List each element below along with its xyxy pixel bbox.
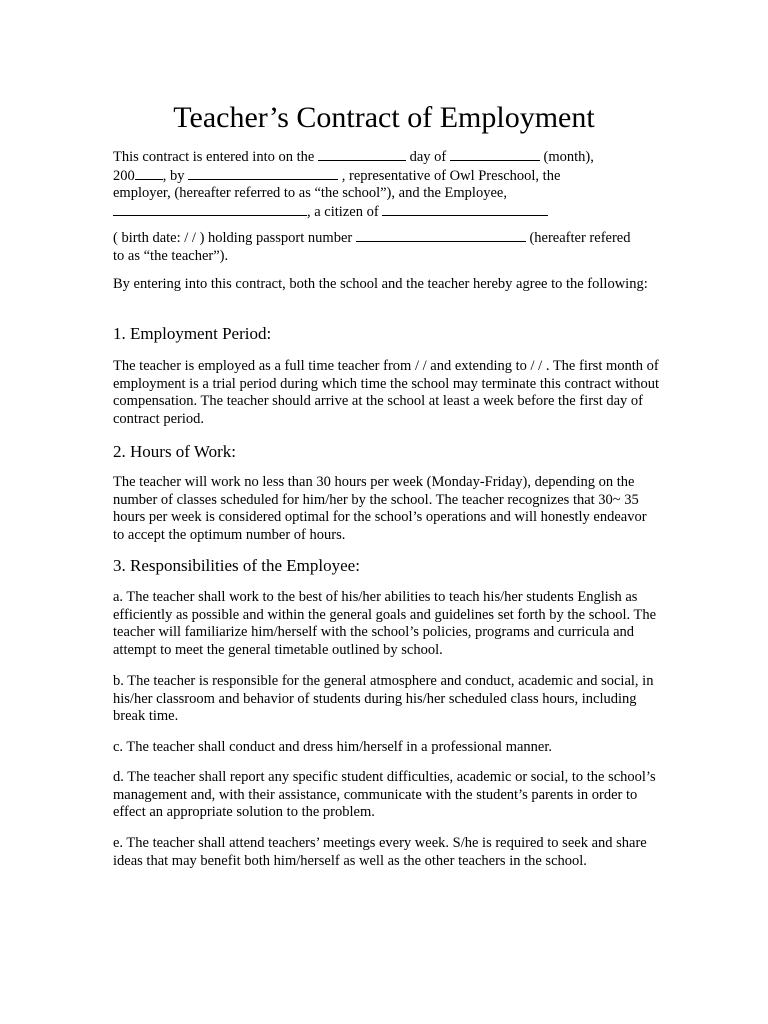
responsibility-item-e: e. The teacher shall attend teachers’ meetings every week. S/he is required to seek and share ideas that may benefit both him/herself as well as the other teachers in the school. (113, 835, 647, 869)
intro-text: employer, (hereafter referred to as “the school”), and the Employee, (113, 185, 507, 201)
section-heading-responsibilities: 3. Responsibilities of the Employee: (113, 556, 360, 575)
citizenship-blank (382, 203, 548, 216)
intro-text: This contract is entered into on the (113, 149, 318, 165)
section-heading-hours-of-work: 2. Hours of Work: (113, 442, 236, 461)
responsibility-item-d: d. The teacher shall report any specific student difficulties, academic or social, to the school’s management and, with their assistance, communicate with the student’s parents in order to effect an appropriate solution to the problem. (113, 769, 656, 820)
section-heading-employment-period: 1. Employment Period: (113, 324, 272, 343)
document-title: Teacher’s Contract of Employment (173, 101, 595, 134)
intro-text: , by (162, 167, 189, 184)
intro-text: ( birth date: / / ) holding passport number (113, 230, 356, 246)
employee-name-blank (113, 203, 307, 216)
intro-text: (hereafter refered (525, 230, 631, 246)
representative-blank (188, 167, 338, 180)
section-body-employment-period: The teacher is employed as a full time teacher from / / and extending to / / . The first month of employment is a trial period during which time the school may terminate this contract without compensation. The teacher should arrive at the school at least a week before the first day of contract period. (113, 358, 660, 427)
intro-text: , representative of Owl Preschool, the (338, 167, 561, 184)
date-day-blank (318, 148, 406, 161)
responsibility-item-a: a. The teacher shall work to the best of his/her abilities to teach his/her students English as efficiently as possible and within the general goals and guidelines set forth by the school. The teacher will familiarize him/herself with the school’s policies, programs and curricula and attempt to meet the general timetable outlined by school. (113, 589, 657, 658)
intro-text: 200 (113, 167, 135, 184)
intro-text: , a citizen of (307, 203, 383, 220)
intro-paragraph (113, 148, 661, 221)
intro-text: (month), (539, 149, 594, 165)
passport-number-blank (356, 229, 526, 242)
birth-passport-paragraph (113, 229, 661, 265)
year-blank (135, 167, 163, 180)
intro-text: to as “the teacher”). (113, 247, 229, 264)
section-body-hours-of-work: The teacher will work no less than 30 hours per week (Monday-Friday), depending on the number of classes scheduled for him/her by the school. The teacher recognizes that 30~ 35 hours per week is considered optimal for the school’s operations and will honestly endeavor to accept the optimum number of hours. (113, 474, 647, 543)
responsibility-item-b: b. The teacher is responsible for the general atmosphere and conduct, academic and social, in his/her classroom and behavior of students during his/her scheduled class hours, including break time. (113, 673, 654, 724)
agreement-paragraph: By entering into this contract, both the school and the teacher hereby agree to the following: (113, 276, 648, 292)
responsibility-item-c: c. The teacher shall conduct and dress him/herself in a professional manner. (113, 739, 553, 755)
month-blank (450, 148, 540, 161)
intro-text: day of (405, 149, 450, 165)
